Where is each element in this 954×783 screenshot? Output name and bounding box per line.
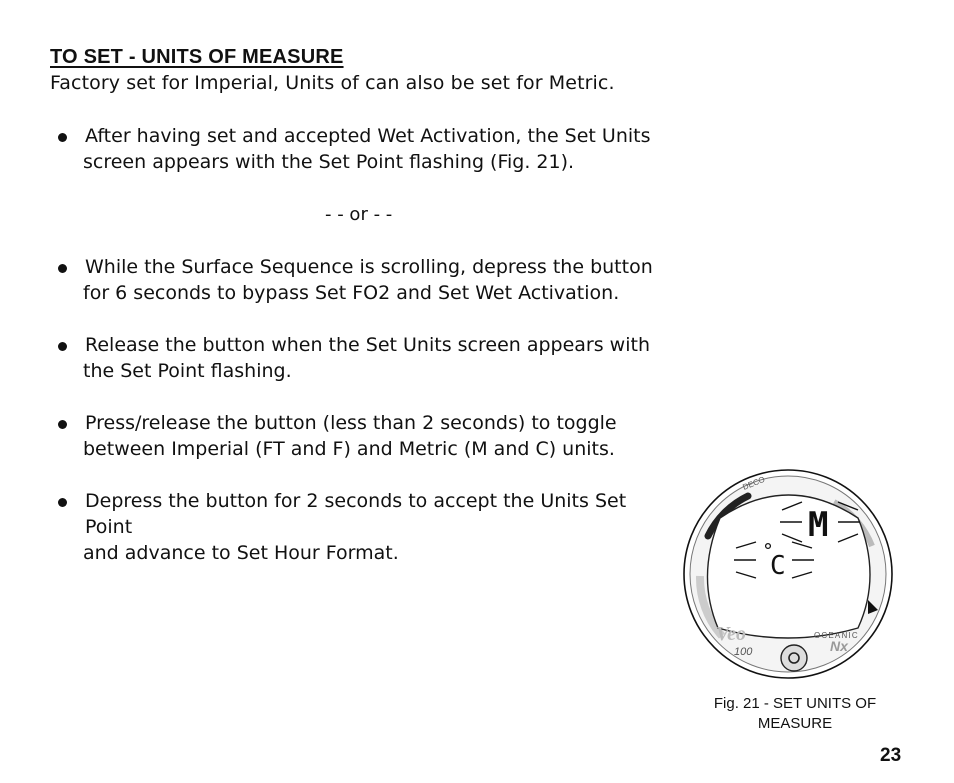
bullet-icon [58,342,67,351]
list-item-text: for 6 seconds to bypass Set FO2 and Set Wet Activation. [83,282,620,304]
bullet-icon [58,264,67,273]
caption-line: Fig. 21 - SET UNITS OF [713,695,877,712]
or-separator: - - or - - [325,204,393,225]
list-item-text: Release the button when the Set Units screen appears with [85,334,650,356]
bezel-top-text: DECO [741,474,767,492]
model-logo: Veo [716,623,746,645]
bullet-icon [58,133,67,142]
dive-computer-figure [682,466,894,690]
list-item [58,410,678,462]
list-item-text: the Set Point flashing. [83,360,292,382]
bullet-icon [58,420,67,429]
intro-text: Factory set for Imperial, Units of can also be set for Metric. [50,72,615,94]
list-item-text: screen appears with the Set Point flashing (Fig. 21). [83,151,575,173]
list-item-text: Depress the button for 2 seconds to accept the Units Set Point [85,490,627,538]
list-item-text: While the Surface Sequence is scrolling, depress the button [85,256,653,278]
list-item-text: Press/release the button (less than 2 seconds) to toggle [85,412,617,434]
caption-line: MEASURE [757,715,833,732]
list-item [58,123,678,175]
units-segment-top: M [808,505,829,545]
list-item-text: After having set and accepted Wet Activation, the Set Units [85,125,651,147]
list-item [58,254,678,306]
list-item-text: and advance to Set Hour Format. [83,542,399,564]
section-heading: TO SET - UNITS OF MEASURE [50,46,344,68]
list-item-text: between Imperial (FT and F) and Metric (M and C) units. [83,438,615,460]
page-number: 23 [880,745,902,766]
model-number: 100 [734,646,753,658]
list-item [58,332,678,384]
figure-caption [690,694,900,734]
bullet-icon [58,498,67,507]
model-suffix: Nx [830,638,848,654]
display-lens [707,495,870,638]
list-item [58,488,678,566]
brand-logo: OCEANIC [814,631,859,640]
mode-button [781,645,807,671]
units-segment-bottom: C [770,551,786,581]
